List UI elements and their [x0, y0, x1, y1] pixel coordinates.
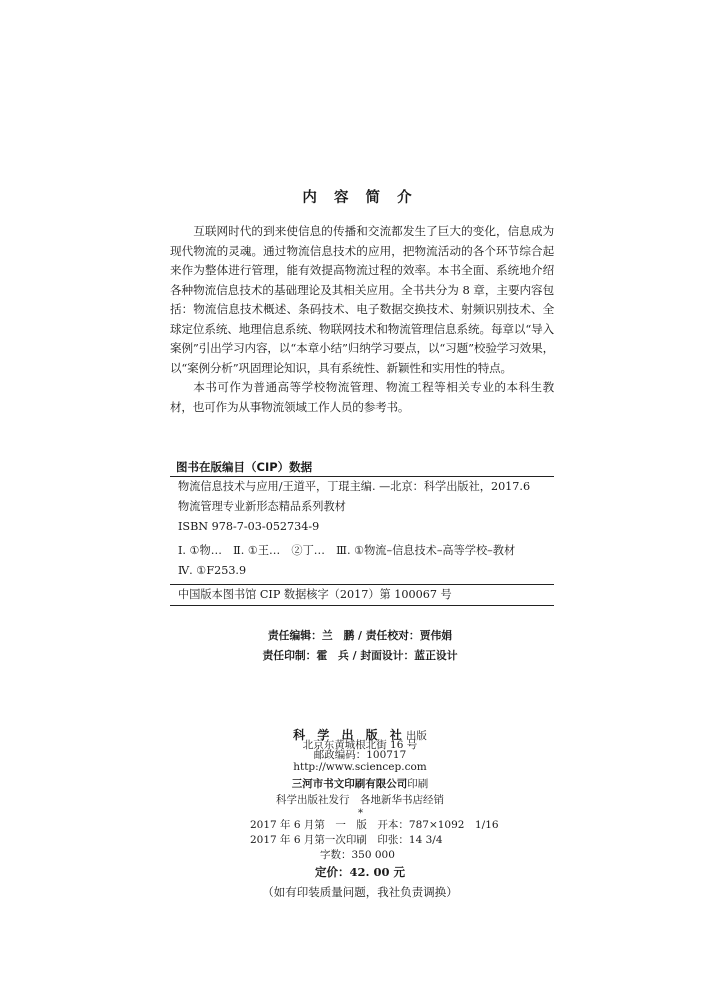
edition-specs — [250, 818, 510, 863]
cip-title-line: 物流信息技术与应用/王道平，丁琨主编. —北京：科学出版社，2017.6 — [178, 480, 531, 493]
quality-note: （如有印装质量问题，我社负责调换） — [262, 885, 458, 899]
cip-data-block — [170, 458, 554, 606]
distribution-line: 科学出版社发行 各地新华书店经销 — [276, 794, 444, 806]
publisher-address: 北京东黄城根北街 16 号 — [302, 739, 418, 751]
cip-series-line: 物流管理专业新形态精品系列教材 — [178, 500, 346, 513]
summary-paragraph-1: 互联网时代的到来使信息的传播和交流都发生了巨大的变化，信息成为现代物流的灵魂。通过物流信息技术的应用，把物流活动的各个环节综合起来作为整体进行管理，能有效提高物流过程的效率。本书全面、系统地介绍各种物流信息技术的基础理论及其相关应用。全书共分为 8 章，主要内容包括：物流信息技术概述、条码技术、电子数据交换技术、射频识别技术、全球定位系统、地理信息系统、物联网技术和物流管理信息系统。每章以“导入案例”引出学习内容，以“本章小结”归纳学习要点，以“习题”校验学习效果，以“案例分析”巩固理论知识，具有系统性、新颖性和实用性的特点。 — [170, 224, 554, 375]
publisher-suffix: 出版 — [405, 730, 427, 742]
cip-classification-2: Ⅳ. ①F253.9 — [178, 564, 247, 577]
cip-isbn: ISBN 978-7-03-052734-9 — [178, 520, 320, 533]
printing-line: 2017 年 6 月第一次印刷 印张：14 3/4 — [250, 834, 443, 846]
price: 定价：42. 00 元 — [314, 865, 406, 879]
summary-paragraph-2: 本书可作为普通高等学校物流管理、物流工程等相关专业的本科生教材，也可作为从事物流领域工作人员的参考书。 — [170, 380, 554, 414]
printer-suffix: 印刷 — [407, 778, 429, 790]
publisher-postcode: 邮政编码：100717 — [313, 749, 407, 761]
separator-mark: * — [358, 808, 363, 819]
publisher-website: http://www.sciencep.com — [293, 761, 427, 773]
cip-record-number: 中国版本图书馆 CIP 数据核字（2017）第 100067 号 — [178, 588, 452, 601]
publisher-name: 科 学 出 版 社 — [293, 728, 406, 742]
summary-body — [170, 222, 554, 417]
printer-line — [0, 776, 720, 791]
credits-editor-line: 责任编辑：兰 鹏 / 责任校对：贾伟娟 — [267, 629, 453, 642]
credits-print-line: 责任印制：霍 兵 / 封面设计：蓝正设计 — [262, 649, 458, 662]
printer-name: 三河市书文印刷有限公司 — [291, 778, 408, 790]
edition-line: 2017 年 6 月第 一 版 开本：787×1092 1/16 — [250, 819, 499, 831]
cip-classification-1: Ⅰ. ①物… Ⅱ. ①王… ②丁… Ⅲ. ①物流–信息技术–高等学校–教材 — [178, 544, 516, 557]
cip-heading: 图书在版编目（CIP）数据 — [176, 460, 313, 474]
summary-title: 内 容 简 介 — [302, 190, 418, 206]
word-count: 字数：350 000 — [320, 849, 395, 861]
cip-bottom-rule — [170, 605, 554, 606]
